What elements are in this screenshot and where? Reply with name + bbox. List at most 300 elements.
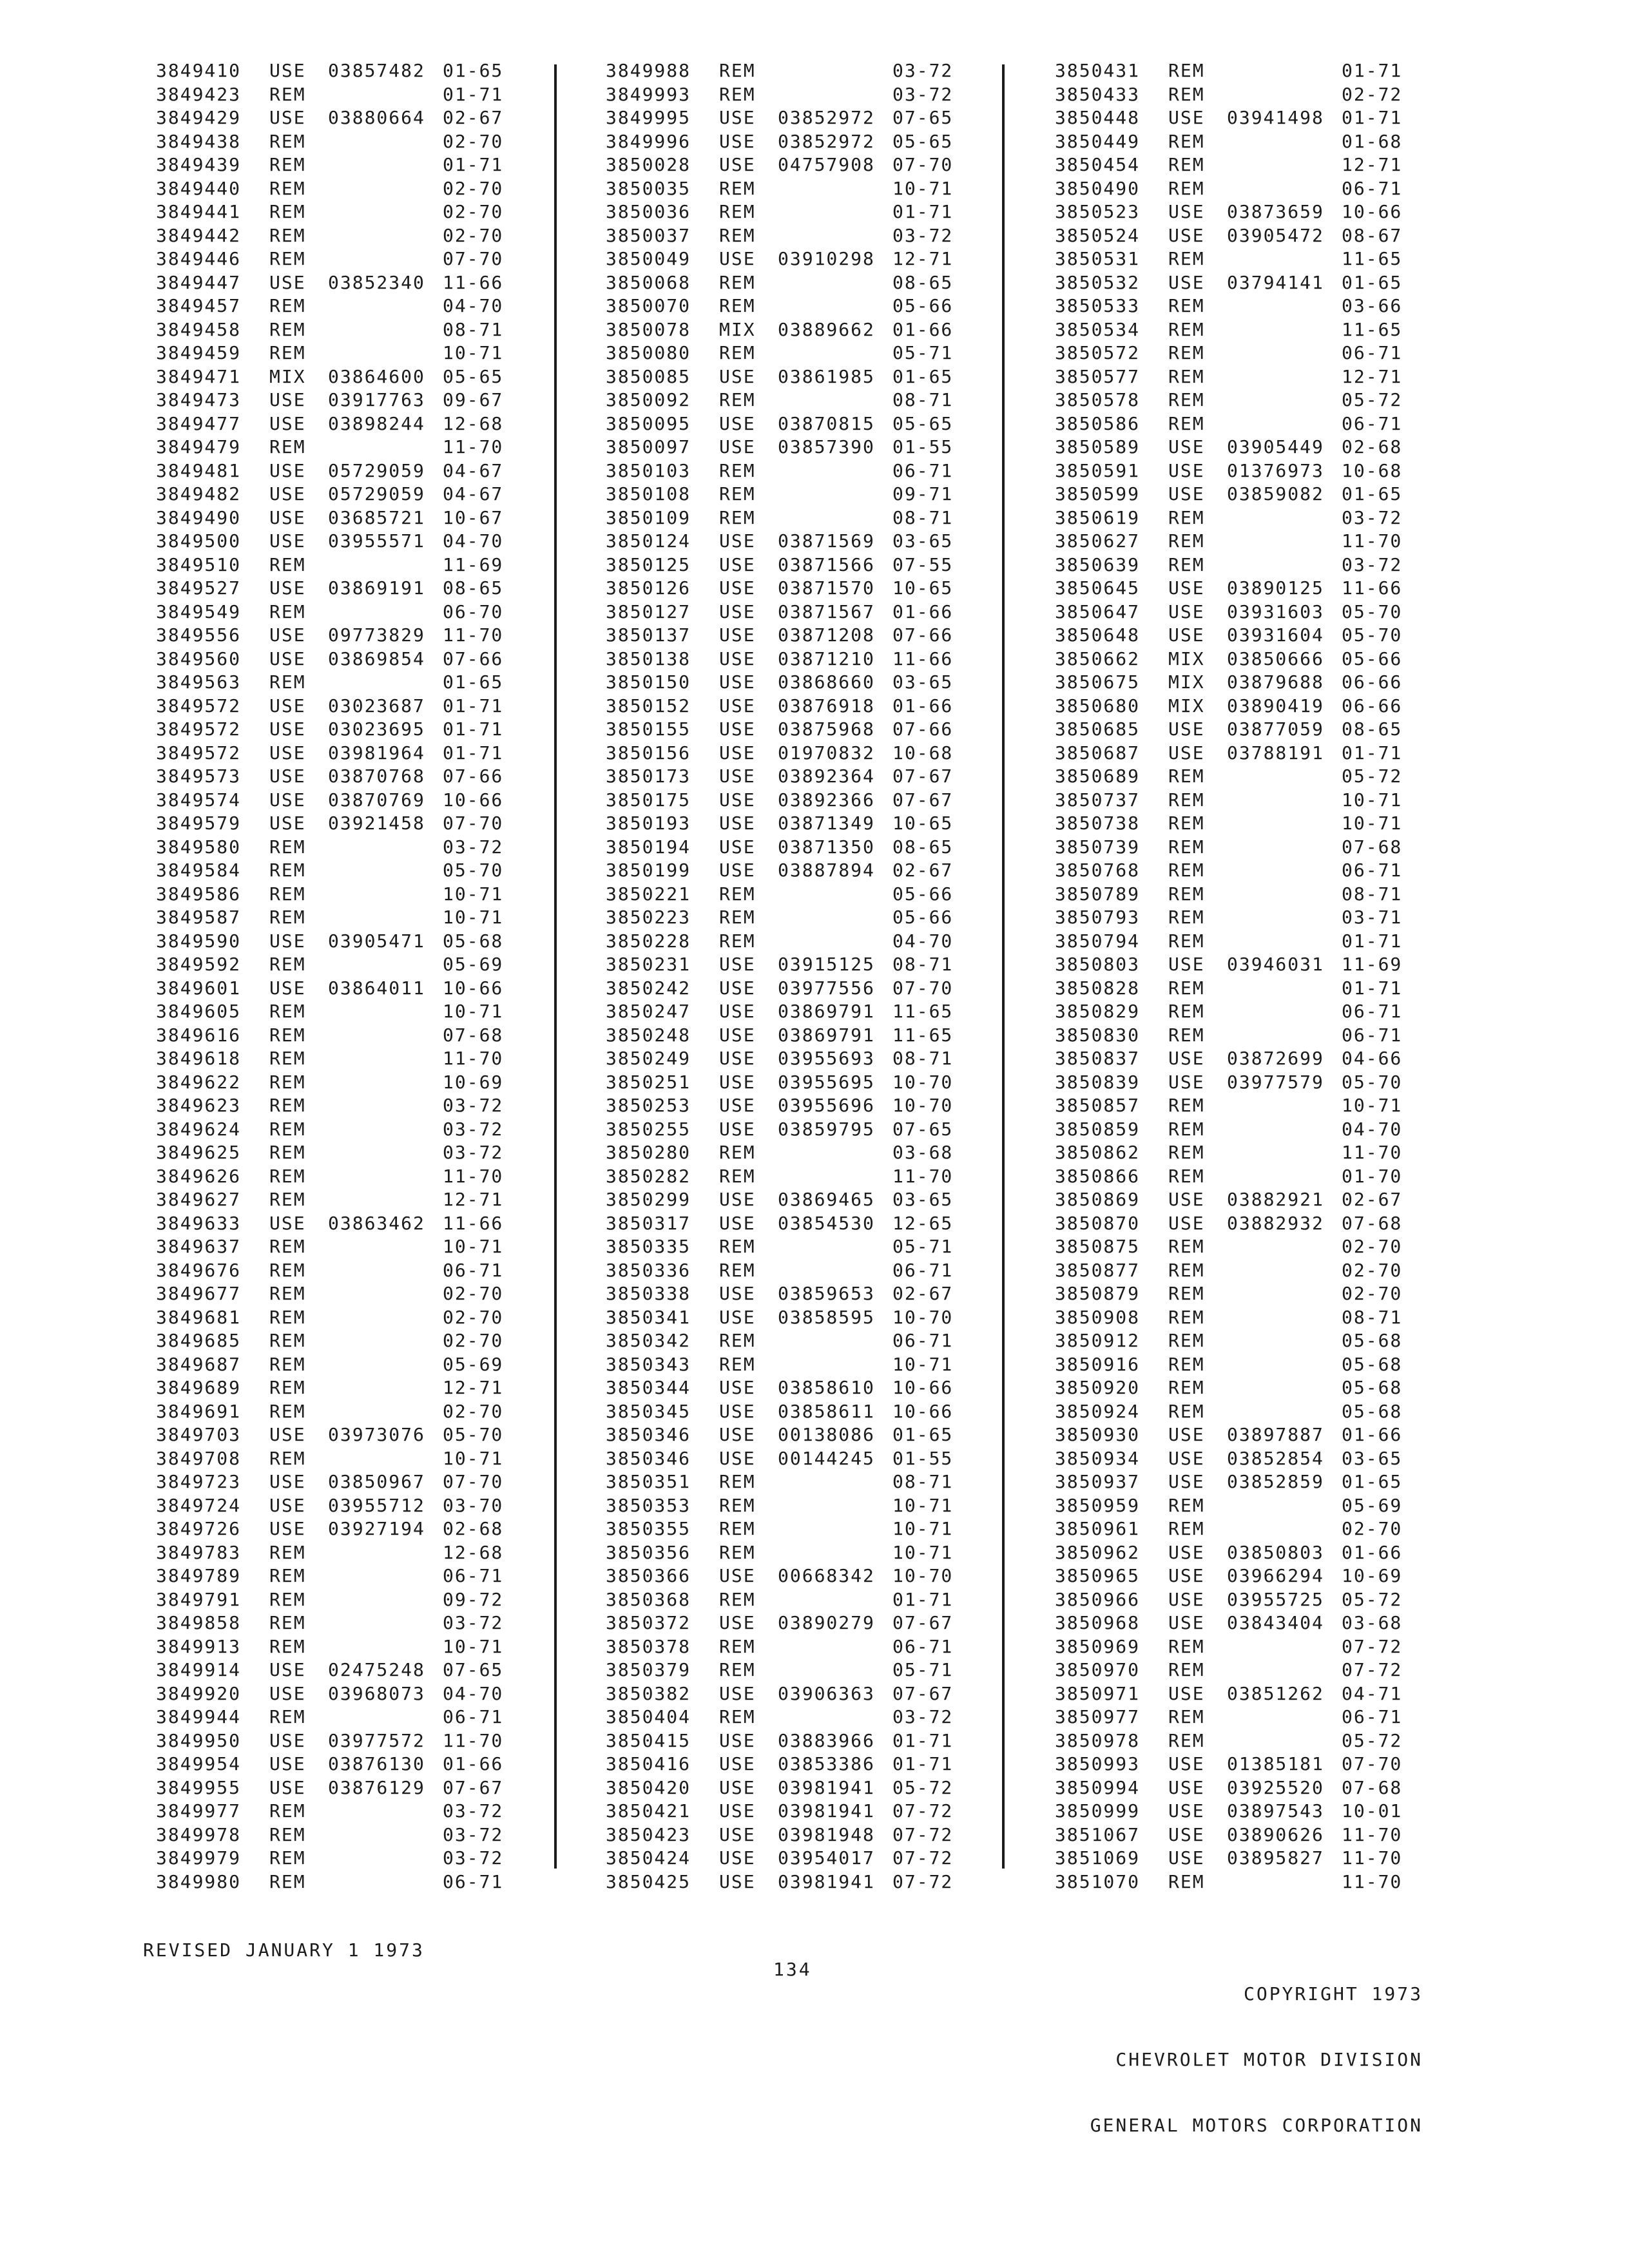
status-code: REM — [269, 1565, 306, 1586]
part-number: 3849624 — [156, 1118, 242, 1140]
replacement-part: 03946031 — [1227, 954, 1324, 975]
status-code: REM — [269, 836, 306, 858]
status-code: USE — [1168, 1424, 1205, 1445]
status-code: USE — [269, 1776, 306, 1798]
status-code: USE — [719, 1118, 756, 1140]
part-number: 3850794 — [1055, 930, 1141, 952]
effective-date: 05-65 — [443, 365, 504, 387]
replacement-part: 03955696 — [778, 1095, 875, 1116]
replacement-part: 00144245 — [778, 1447, 875, 1469]
effective-date: 06-71 — [1342, 412, 1403, 434]
revised-date: REVISED JANUARY 1 1973 — [143, 1939, 425, 1961]
status-code: USE — [1168, 577, 1205, 599]
part-number: 3850299 — [606, 1189, 691, 1210]
status-code: REM — [1168, 1353, 1205, 1375]
status-code: USE — [719, 695, 756, 716]
status-code: USE — [719, 1377, 756, 1398]
effective-date: 03-72 — [1342, 553, 1403, 575]
status-code: REM — [269, 1870, 306, 1892]
status-code: USE — [1168, 954, 1205, 975]
status-code: REM — [269, 883, 306, 905]
part-number: 3850793 — [1055, 907, 1141, 928]
part-number: 3849724 — [156, 1494, 242, 1516]
part-number: 3850978 — [1055, 1729, 1141, 1751]
status-code: REM — [719, 1259, 756, 1281]
part-number: 3849572 — [156, 718, 242, 740]
effective-date: 12-71 — [1342, 154, 1403, 175]
effective-date: 02-70 — [443, 224, 504, 246]
effective-date: 10-71 — [443, 883, 504, 905]
part-number: 3849579 — [156, 812, 242, 834]
effective-date: 12-68 — [443, 412, 504, 434]
status-code: REM — [269, 154, 306, 175]
column-divider — [554, 64, 557, 1869]
effective-date: 05-72 — [892, 1776, 954, 1798]
part-number: 3849618 — [156, 1048, 242, 1069]
part-number: 3850421 — [606, 1800, 691, 1821]
status-code: USE — [1168, 1588, 1205, 1610]
status-code: REM — [719, 83, 756, 105]
replacement-part: 03857390 — [778, 436, 875, 457]
status-code: REM — [1168, 1259, 1205, 1281]
effective-date: 01-65 — [443, 60, 504, 81]
part-number: 3850097 — [606, 436, 691, 457]
effective-date: 06-71 — [1342, 177, 1403, 199]
effective-date: 02-72 — [1342, 83, 1403, 105]
part-number: 3849689 — [156, 1377, 242, 1398]
effective-date: 11-65 — [892, 1001, 954, 1022]
replacement-part: 03859795 — [778, 1118, 875, 1140]
status-code: USE — [719, 1612, 756, 1633]
status-code: REM — [719, 271, 756, 293]
status-code: USE — [269, 412, 306, 434]
part-number: 3850126 — [606, 577, 691, 599]
status-code: REM — [719, 1165, 756, 1187]
status-code: REM — [719, 1518, 756, 1539]
replacement-part: 03871567 — [778, 601, 875, 622]
status-code: USE — [269, 1212, 306, 1234]
status-code: REM — [269, 1635, 306, 1657]
part-number: 3849681 — [156, 1306, 242, 1328]
effective-date: 10-71 — [443, 342, 504, 363]
effective-date: 01-66 — [892, 318, 954, 340]
effective-date: 05-69 — [1342, 1494, 1403, 1516]
effective-date: 07-65 — [892, 1118, 954, 1140]
part-number: 3850920 — [1055, 1377, 1141, 1398]
status-code: REM — [1168, 412, 1205, 434]
effective-date: 05-72 — [1342, 389, 1403, 410]
status-code: USE — [269, 1471, 306, 1492]
part-number: 3850454 — [1055, 154, 1141, 175]
part-number: 3850356 — [606, 1541, 691, 1563]
status-code: USE — [719, 601, 756, 622]
part-number: 3850345 — [606, 1400, 691, 1422]
status-code: USE — [719, 154, 756, 175]
part-number: 3850125 — [606, 553, 691, 575]
effective-date: 02-70 — [443, 1400, 504, 1422]
effective-date: 08-71 — [443, 318, 504, 340]
status-code: REM — [1168, 530, 1205, 552]
part-number: 3850070 — [606, 295, 691, 316]
status-code: REM — [1168, 553, 1205, 575]
status-code: REM — [719, 60, 756, 81]
part-number: 3850247 — [606, 1001, 691, 1022]
status-code: REM — [1168, 1870, 1205, 1892]
effective-date: 11-70 — [443, 1048, 504, 1069]
status-code: USE — [719, 1095, 756, 1116]
status-code: USE — [719, 1001, 756, 1022]
effective-date: 08-65 — [892, 271, 954, 293]
effective-date: 11-70 — [1342, 1142, 1403, 1163]
effective-date: 11-65 — [892, 1024, 954, 1046]
replacement-part: 03852854 — [1227, 1447, 1324, 1469]
effective-date: 01-65 — [892, 1424, 954, 1445]
effective-date: 07-68 — [1342, 1776, 1403, 1798]
part-number: 3850578 — [1055, 389, 1141, 410]
effective-date: 10-71 — [892, 1518, 954, 1539]
effective-date: 10-70 — [892, 1095, 954, 1116]
effective-date: 02-70 — [443, 177, 504, 199]
part-number: 3850366 — [606, 1565, 691, 1586]
replacement-part: 03871569 — [778, 530, 875, 552]
status-code: REM — [1168, 389, 1205, 410]
effective-date: 10-01 — [1342, 1800, 1403, 1821]
effective-date: 03-72 — [443, 1823, 504, 1845]
replacement-part: 03864011 — [328, 977, 425, 999]
part-number: 3850685 — [1055, 718, 1141, 740]
effective-date: 10-71 — [1342, 812, 1403, 834]
part-number: 3850449 — [1055, 130, 1141, 152]
part-number: 3849627 — [156, 1189, 242, 1210]
effective-date: 06-71 — [1342, 1706, 1403, 1727]
effective-date: 02-68 — [1342, 436, 1403, 457]
part-number: 3850768 — [1055, 860, 1141, 881]
status-code: REM — [269, 342, 306, 363]
part-number: 3849586 — [156, 883, 242, 905]
replacement-part: 03863462 — [328, 1212, 425, 1234]
status-code: REM — [269, 553, 306, 575]
effective-date: 03-72 — [443, 1800, 504, 1821]
replacement-part: 03859082 — [1227, 483, 1324, 505]
part-number: 3849440 — [156, 177, 242, 199]
effective-date: 03-72 — [443, 836, 504, 858]
part-number: 3850152 — [606, 695, 691, 716]
part-number: 3850924 — [1055, 1400, 1141, 1422]
effective-date: 10-66 — [443, 789, 504, 811]
effective-date: 08-71 — [1342, 1306, 1403, 1328]
effective-date: 10-66 — [443, 977, 504, 999]
part-number: 3849423 — [156, 83, 242, 105]
part-number: 3850338 — [606, 1283, 691, 1304]
part-number: 3850415 — [606, 1729, 691, 1751]
replacement-part: 03897887 — [1227, 1424, 1324, 1445]
effective-date: 03-72 — [443, 1095, 504, 1116]
part-number: 3849490 — [156, 506, 242, 528]
part-number: 3850346 — [606, 1424, 691, 1445]
effective-date: 03-65 — [892, 530, 954, 552]
status-code: USE — [719, 436, 756, 457]
effective-date: 01-71 — [443, 718, 504, 740]
status-code: USE — [719, 1024, 756, 1046]
effective-date: 11-70 — [1342, 1870, 1403, 1892]
part-number: 3850966 — [1055, 1588, 1141, 1610]
replacement-part: 03876130 — [328, 1753, 425, 1774]
status-code: USE — [719, 742, 756, 764]
replacement-part: 01376973 — [1227, 459, 1324, 481]
part-number: 3849723 — [156, 1471, 242, 1492]
status-code: USE — [1168, 1823, 1205, 1845]
status-code: USE — [1168, 1212, 1205, 1234]
status-code: USE — [719, 765, 756, 787]
status-code: USE — [1168, 1189, 1205, 1210]
status-code: USE — [1168, 201, 1205, 222]
replacement-part: 03977556 — [778, 977, 875, 999]
effective-date: 05-68 — [1342, 1330, 1403, 1351]
part-number: 3849471 — [156, 365, 242, 387]
status-code: REM — [269, 1541, 306, 1563]
effective-date: 01-71 — [443, 742, 504, 764]
status-code: USE — [1168, 718, 1205, 740]
status-code: REM — [269, 1847, 306, 1869]
copyright-line: CHEVROLET MOTOR DIVISION — [1115, 2049, 1423, 2070]
part-number: 3849633 — [156, 1212, 242, 1234]
status-code: REM — [719, 930, 756, 952]
status-code: USE — [269, 1729, 306, 1751]
replacement-part: 03875968 — [778, 718, 875, 740]
effective-date: 04-67 — [443, 459, 504, 481]
replacement-part: 03858595 — [778, 1306, 875, 1328]
status-code: REM — [1168, 789, 1205, 811]
status-code: USE — [1168, 1541, 1205, 1563]
replacement-part: 03023687 — [328, 695, 425, 716]
status-code: REM — [269, 1283, 306, 1304]
effective-date: 10-70 — [892, 1071, 954, 1093]
part-number: 3850737 — [1055, 789, 1141, 811]
part-number: 3850912 — [1055, 1330, 1141, 1351]
status-code: REM — [719, 483, 756, 505]
replacement-part: 03023695 — [328, 718, 425, 740]
part-number: 3849500 — [156, 530, 242, 552]
effective-date: 02-67 — [1342, 1189, 1403, 1210]
replacement-part: 03890419 — [1227, 695, 1324, 716]
part-number: 3849914 — [156, 1659, 242, 1680]
part-number: 3850341 — [606, 1306, 691, 1328]
replacement-part: 03858610 — [778, 1377, 875, 1398]
effective-date: 07-72 — [892, 1847, 954, 1869]
status-code: REM — [269, 1189, 306, 1210]
status-code: USE — [719, 1870, 756, 1892]
effective-date: 05-71 — [892, 1659, 954, 1680]
effective-date: 01-70 — [1342, 1165, 1403, 1187]
effective-date: 10-66 — [1342, 201, 1403, 222]
effective-date: 10-68 — [1342, 459, 1403, 481]
effective-date: 09-67 — [443, 389, 504, 410]
status-code: USE — [1168, 483, 1205, 505]
effective-date: 11-65 — [1342, 318, 1403, 340]
status-code: REM — [1168, 977, 1205, 999]
part-number: 3850937 — [1055, 1471, 1141, 1492]
part-number: 3850372 — [606, 1612, 691, 1633]
part-number: 3850662 — [1055, 648, 1141, 669]
status-code: USE — [719, 977, 756, 999]
status-code: REM — [269, 318, 306, 340]
effective-date: 03-65 — [892, 671, 954, 693]
effective-date: 01-55 — [892, 436, 954, 457]
part-number: 3850524 — [1055, 224, 1141, 246]
effective-date: 07-67 — [892, 1612, 954, 1633]
part-number: 3849556 — [156, 624, 242, 646]
effective-date: 07-68 — [1342, 836, 1403, 858]
replacement-part: 03931604 — [1227, 624, 1324, 646]
part-number: 3850137 — [606, 624, 691, 646]
part-number: 3850970 — [1055, 1659, 1141, 1680]
part-number: 3850078 — [606, 318, 691, 340]
copyright-block — [1090, 1939, 1423, 2158]
effective-date: 07-72 — [892, 1870, 954, 1892]
status-code: USE — [1168, 742, 1205, 764]
status-code: REM — [719, 295, 756, 316]
replacement-part: 05729059 — [328, 483, 425, 505]
status-code: REM — [1168, 1236, 1205, 1257]
part-number: 3850647 — [1055, 601, 1141, 622]
status-code: USE — [1168, 1612, 1205, 1633]
status-code: REM — [269, 1706, 306, 1727]
effective-date: 11-70 — [1342, 1823, 1403, 1845]
effective-date: 10-65 — [892, 577, 954, 599]
part-number: 3850828 — [1055, 977, 1141, 999]
replacement-part: 03861985 — [778, 365, 875, 387]
effective-date: 08-67 — [1342, 224, 1403, 246]
replacement-part: 03892364 — [778, 765, 875, 787]
replacement-part: 03850666 — [1227, 648, 1324, 669]
status-code: USE — [1168, 107, 1205, 128]
replacement-part: 03968073 — [328, 1682, 425, 1704]
status-code: REM — [1168, 177, 1205, 199]
part-number: 3850221 — [606, 883, 691, 905]
effective-date: 08-71 — [892, 954, 954, 975]
status-code: USE — [269, 1424, 306, 1445]
effective-date: 06-71 — [1342, 1024, 1403, 1046]
effective-date: 12-71 — [443, 1377, 504, 1398]
effective-date: 07-70 — [892, 154, 954, 175]
part-number: 3850586 — [1055, 412, 1141, 434]
status-code: REM — [269, 601, 306, 622]
part-number: 3849458 — [156, 318, 242, 340]
effective-date: 01-71 — [1342, 107, 1403, 128]
part-number: 3850175 — [606, 789, 691, 811]
effective-date: 05-66 — [1342, 648, 1403, 669]
part-number: 3851067 — [1055, 1823, 1141, 1845]
status-code: USE — [1168, 1776, 1205, 1798]
effective-date: 07-66 — [443, 765, 504, 787]
status-code: REM — [719, 506, 756, 528]
status-code: REM — [269, 1024, 306, 1046]
status-code: USE — [1168, 624, 1205, 646]
status-code: USE — [719, 1189, 756, 1210]
part-number: 3850253 — [606, 1095, 691, 1116]
effective-date: 02-67 — [443, 107, 504, 128]
effective-date: 07-55 — [892, 553, 954, 575]
effective-date: 12-71 — [1342, 365, 1403, 387]
status-code: REM — [269, 1612, 306, 1633]
status-code: USE — [719, 1776, 756, 1798]
replacement-part: 03858611 — [778, 1400, 875, 1422]
effective-date: 10-71 — [892, 1541, 954, 1563]
part-number: 3850908 — [1055, 1306, 1141, 1328]
status-code: USE — [269, 1518, 306, 1539]
status-code: REM — [1168, 1494, 1205, 1516]
status-code: REM — [719, 1588, 756, 1610]
part-number: 3850862 — [1055, 1142, 1141, 1163]
effective-date: 10-66 — [892, 1377, 954, 1398]
effective-date: 10-71 — [443, 1236, 504, 1257]
part-number: 3850589 — [1055, 436, 1141, 457]
replacement-part: 03887894 — [778, 860, 875, 881]
replacement-part: 03864600 — [328, 365, 425, 387]
status-code: USE — [719, 1048, 756, 1069]
replacement-part: 03685721 — [328, 506, 425, 528]
status-code: REM — [1168, 1024, 1205, 1046]
status-code: REM — [1168, 1165, 1205, 1187]
status-code: REM — [1168, 1729, 1205, 1751]
effective-date: 11-70 — [1342, 530, 1403, 552]
effective-date: 05-68 — [1342, 1400, 1403, 1422]
replacement-part: 03869791 — [778, 1001, 875, 1022]
replacement-part: 03905471 — [328, 930, 425, 952]
replacement-part: 03871349 — [778, 812, 875, 834]
part-number: 3850404 — [606, 1706, 691, 1727]
replacement-part: 03871566 — [778, 553, 875, 575]
status-code: USE — [269, 107, 306, 128]
status-code: REM — [1168, 318, 1205, 340]
effective-date: 07-67 — [892, 1682, 954, 1704]
status-code: REM — [1168, 154, 1205, 175]
status-code: REM — [269, 201, 306, 222]
part-number: 3850619 — [1055, 506, 1141, 528]
effective-date: 07-72 — [1342, 1635, 1403, 1657]
part-number: 3850572 — [1055, 342, 1141, 363]
effective-date: 06-66 — [1342, 671, 1403, 693]
part-number: 3849573 — [156, 765, 242, 787]
part-number: 3850961 — [1055, 1518, 1141, 1539]
part-number: 3850231 — [606, 954, 691, 975]
status-code: REM — [1168, 295, 1205, 316]
replacement-part: 03853386 — [778, 1753, 875, 1774]
status-code: REM — [1168, 907, 1205, 928]
effective-date: 04-67 — [443, 483, 504, 505]
effective-date: 11-70 — [443, 624, 504, 646]
part-number: 3849685 — [156, 1330, 242, 1351]
effective-date: 07-67 — [443, 1776, 504, 1798]
effective-date: 01-71 — [443, 83, 504, 105]
part-number: 3850591 — [1055, 459, 1141, 481]
effective-date: 07-72 — [1342, 1659, 1403, 1680]
effective-date: 05-66 — [892, 295, 954, 316]
part-number: 3850109 — [606, 506, 691, 528]
effective-date: 08-71 — [892, 389, 954, 410]
replacement-part: 03876918 — [778, 695, 875, 716]
part-number: 3850037 — [606, 224, 691, 246]
part-number: 3850969 — [1055, 1635, 1141, 1657]
part-number: 3850433 — [1055, 83, 1141, 105]
effective-date: 11-70 — [1342, 1847, 1403, 1869]
part-number: 3850965 — [1055, 1565, 1141, 1586]
part-number: 3849574 — [156, 789, 242, 811]
effective-date: 07-72 — [892, 1823, 954, 1845]
part-number: 3850532 — [1055, 271, 1141, 293]
status-code: MIX — [269, 365, 306, 387]
status-code: REM — [1168, 1377, 1205, 1398]
